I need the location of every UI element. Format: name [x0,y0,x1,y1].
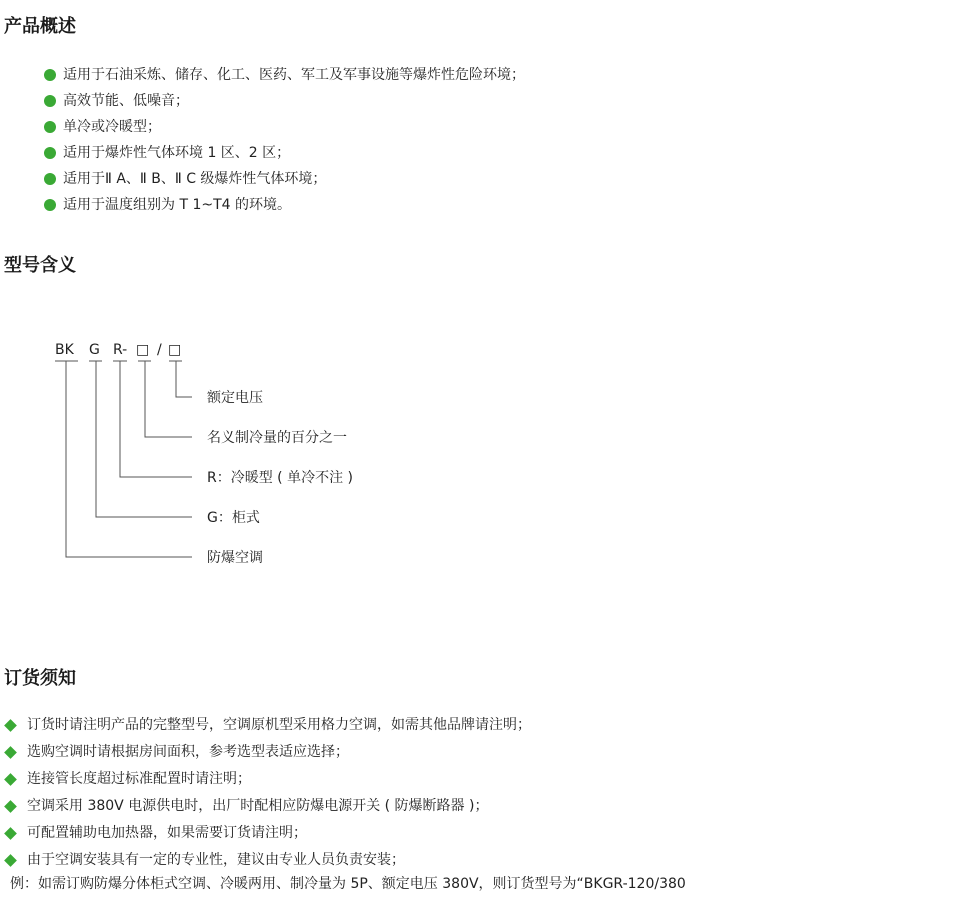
list-item [4,739,531,766]
ordering-heading: 订货须知 [4,668,76,689]
note-text: 连接管长度超过标准配置时请注明； [27,771,251,787]
green-dot-icon [44,147,56,159]
order-example: 例：如需订购防爆分体柜式空调、冷暖两用、制冷量为 5P、额定电压 380V，则订货型号为“BKGR-120/380 [10,876,686,892]
list-item [44,62,525,88]
overview-heading: 产品概述 [4,16,76,37]
label-heating-type: R：冷暖型 ( 单冷不注 ) [207,470,354,486]
note-text: 选购空调时请根据房间面积，参考选型表适应选择； [27,744,349,760]
list-item [44,192,525,218]
connector-capacity [145,361,192,437]
note-text: 可配置辅助电加热器，如果需要订货请注明； [27,825,307,841]
model-code-diagram [0,330,420,580]
code-part-slash: / [157,342,162,358]
code-part-bk: BK [55,342,74,358]
list-item [4,793,531,820]
code-part-g: G [89,342,100,358]
model-heading: 型号含义 [4,255,76,276]
list-item [4,847,531,874]
connector-rated-voltage [176,361,192,397]
green-dot-icon [44,173,56,185]
code-part-box-2: □ [168,342,182,358]
green-dot-icon [44,199,56,211]
feature-text: 适用于石油采炼、储存、化工、医药、军工及军事设施等爆炸性危险环境； [63,67,525,83]
label-rated-voltage: 额定电压 [207,390,263,406]
feature-text: 适用于爆炸性气体环境 1 区、2 区； [63,145,291,161]
feature-text: 单冷或冷暖型； [63,119,161,135]
green-dot-icon [44,121,56,133]
green-dot-icon [44,95,56,107]
list-item [4,766,531,793]
connector-heating-type [120,361,192,477]
label-explosion-proof: 防爆空调 [207,550,263,566]
note-text: 由于空调安装具有一定的专业性，建议由专业人员负责安装； [27,852,405,868]
green-diamond-icon [4,719,17,732]
code-part-r: R- [113,342,128,358]
code-part-box-1: □ [136,342,150,358]
feature-text: 高效节能、低噪音； [63,93,189,109]
connector-cabinet [96,361,192,517]
list-item [44,88,525,114]
feature-text: 适用于Ⅱ A、Ⅱ B、Ⅱ C 级爆炸性气体环境； [63,171,327,187]
note-text: 空调采用 380V 电源供电时，出厂时配相应防爆电源开关 ( 防爆断路器 )； [27,798,489,814]
feature-list [44,62,525,218]
connector-explosion-proof [66,361,192,557]
list-item [44,166,525,192]
green-dot-icon [44,69,56,81]
list-item [4,820,531,847]
green-diamond-icon [4,773,17,786]
label-cabinet: G：柜式 [207,510,260,526]
green-diamond-icon [4,827,17,840]
label-capacity: 名义制冷量的百分之一 [207,430,347,446]
list-item [44,114,525,140]
green-diamond-icon [4,800,17,813]
list-item [4,712,531,739]
green-diamond-icon [4,746,17,759]
feature-text: 适用于温度组别为 T 1~T4 的环境。 [63,197,291,213]
ordering-notes-list [4,712,531,874]
list-item [44,140,525,166]
note-text: 订货时请注明产品的完整型号，空调原机型采用格力空调，如需其他品牌请注明； [27,717,531,733]
green-diamond-icon [4,854,17,867]
